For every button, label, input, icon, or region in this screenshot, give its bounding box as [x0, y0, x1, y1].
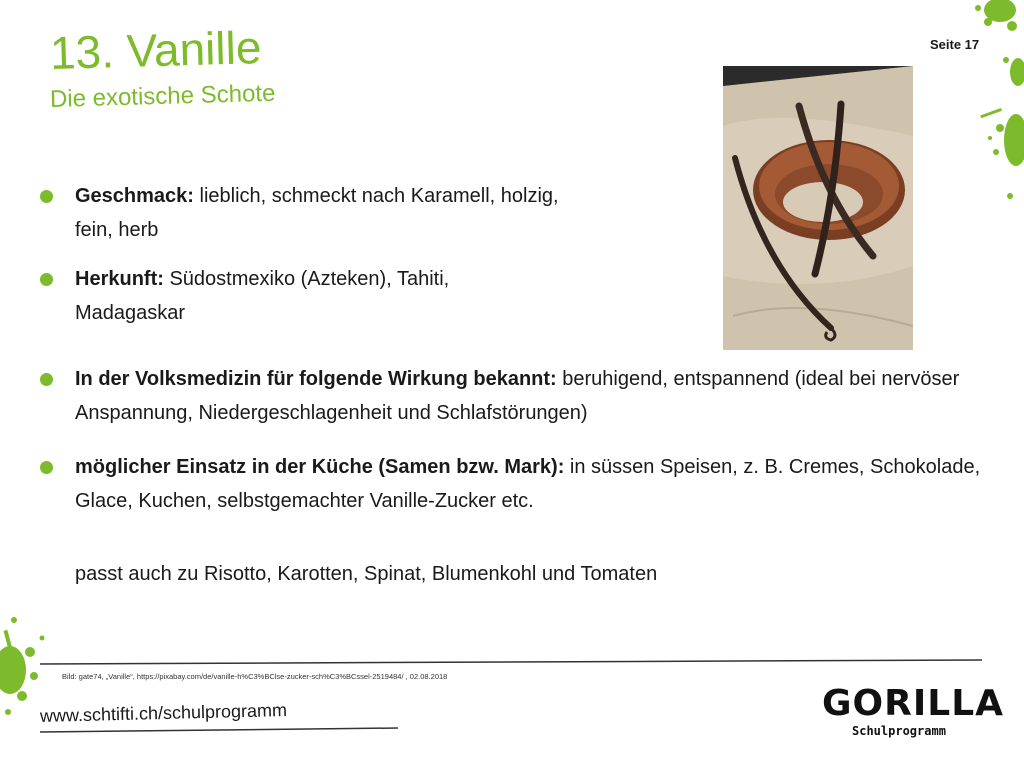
- gorilla-logo: [822, 683, 1005, 742]
- bullet-dot-icon: [40, 273, 53, 286]
- website-url[interactable]: www.schtifti.ch/schulprogramm: [39, 699, 288, 726]
- bullet-label: In der Volksmedizin für folgende Wirkung bekannt:: [75, 368, 557, 390]
- bullet-volksmedizin: [40, 362, 1000, 430]
- bullet-label: möglicher Einsatz in der Küche (Samen bzw. Mark):: [75, 456, 565, 478]
- page-number: Seite 17: [930, 37, 980, 52]
- bullet-label: Geschmack:: [75, 185, 194, 207]
- bullet-geschmack: [40, 179, 580, 247]
- bullet-text: Südostmexiko (Azteken), Tahiti, Madagaskar: [75, 268, 450, 324]
- logo-subtitle: Schulprogramm: [852, 724, 946, 738]
- paint-splatter-top-right-icon: [960, 0, 1024, 210]
- bullet-kueche: [40, 450, 1000, 518]
- bullet-dot-icon: [40, 373, 53, 386]
- slide-subtitle: Die exotische Schote: [49, 79, 276, 113]
- bullet-dot-icon: [40, 190, 53, 203]
- bullet-text: in süssen Speisen, z. B. Cremes, Schokolade, Glace, Kuchen, selbstgemachter Vanille-Zucker etc.: [75, 456, 981, 512]
- bullet-text: lieblich, schmeckt nach Karamell, holzig, fein, herb: [75, 185, 559, 241]
- logo-wordmark: GORILLA: [822, 683, 1005, 724]
- bullet-label: Herkunft:: [75, 268, 164, 290]
- image-credit: Bild: gate74, „Vanille“, https://pixabay.com/de/vanille-h%C3%BClse-zucker-sch%C3%BCssel-2519484/ , 02.08.2018: [62, 672, 448, 681]
- paint-splatter-bottom-left-icon: [0, 600, 60, 720]
- extra-note: passt auch zu Risotto, Karotten, Spinat, Blumenkohl und Tomaten: [75, 563, 658, 585]
- slide-title: 13. Vanille: [49, 21, 263, 79]
- bullet-herkunft: [40, 262, 510, 330]
- vanilla-photo: [723, 66, 913, 350]
- bullet-dot-icon: [40, 461, 53, 474]
- bullet-text: beruhigend, entspannend (ideal bei nervöser Anspannung, Niedergeschlagenheit und Schlafstörungen): [75, 368, 960, 424]
